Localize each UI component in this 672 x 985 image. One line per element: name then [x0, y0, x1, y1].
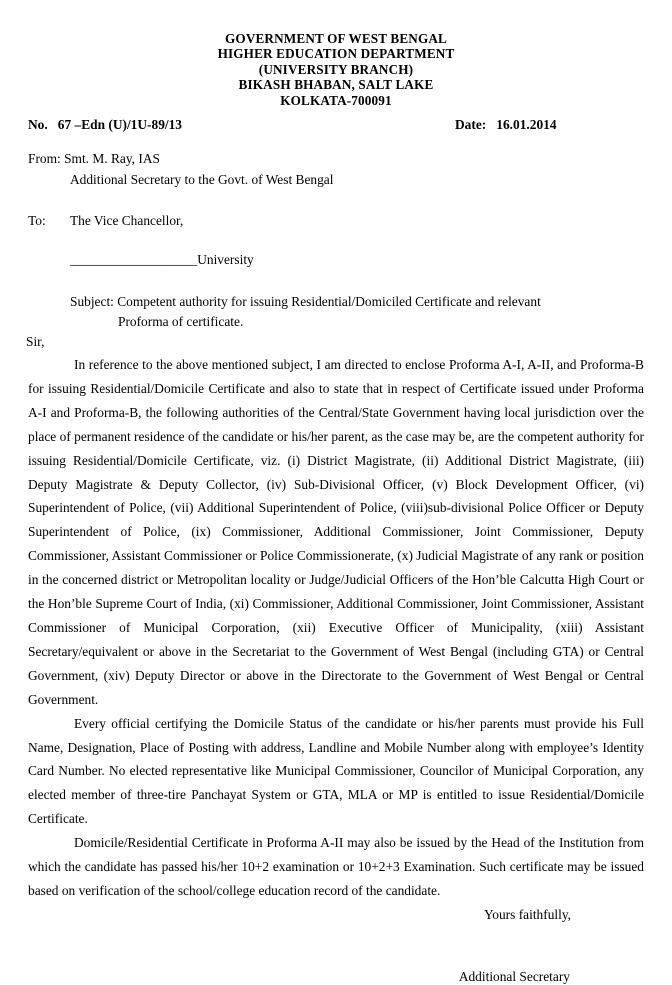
- valediction: Yours faithfully,: [483, 906, 571, 922]
- address-block: [0, 148, 672, 270]
- body-paragraph-2: Every official certifying the Domicile Status of the candidate or his/her parents must provide his Full Name, Designation, Place of Posting with address, Landline and Mobile Number along with employee’s Identity Card Number. No elected representative like Municipal Commissioner, Councilor of Municipal Corporation, any elected member of three-tire Panchayat System or GTA, MLA or MP is entitled to issue Residential/Domicile Certificate.: [28, 715, 644, 827]
- memo-date: Date: 16.01.2014: [455, 117, 557, 133]
- body-paragraph-1: In reference to the above mentioned subject, I am directed to enclose Proforma A-I, A-II, and Proforma-B for issuing Residential/Domicile Certificate and also to state that in respect of Certificate issued under Proforma A-I and Proforma-B, the following authorities of the Central/State Government having local jurisdiction over the place of permanent residence of the candidate or his/her parent, as the case may be, are the competent authority for issuing Residential/Domicile Certificate, viz. (i) District Magistrate, (ii) Additional District Magistrate, (iii) Deputy Magistrate & Deputy Collector, (iv) Sub-Divisional Officer, (v) Block Development Officer, (vi) Superintendent of Police, (vii) Additional Superintendent of Police, (viii)sub-divisional Police Officer or Deputy Superintendent of Police, (ix) Commissioner, Additional Commissioner, Joint Commissioner, Deputy Commissioner, Assistant Commissioner or Police Commissionerate, (x) Judicial Magistrate of any rank or position in the concerned district or Metropolitan locality or Judge/Judicial Officers of the Hon’ble Calcutta High Court or the Hon’ble Supreme Court of India, (xi) Commissioner, Additional Commissioner, Joint Commissioner, Assistant Commissioner of Municipal Corporation, (xii) Executive Officer of Municipality, (xiii) Assistant Secretary/equivalent or above in the Secretariat to the Government of West Bengal (including GTA) or Central Government, (xiv) Deputy Director or above in the Directorate to the Government of West Bengal or Central Government.: [28, 357, 644, 707]
- subject-block: [0, 292, 672, 332]
- letterhead-line-3: (UNIVERSITY BRANCH): [258, 61, 414, 77]
- letter-body: [0, 353, 672, 903]
- sender-name: From: Smt. M. Ray, IAS: [28, 151, 160, 167]
- subject-line-1: Subject: Competent authority for issuing Residential/Domiciled Certificate and relevant: [70, 294, 541, 310]
- signatory-designation: Additional Secretary: [458, 968, 570, 984]
- recipient-university-blank: ___________________University: [70, 252, 254, 268]
- body-paragraph-3: Domicile/Residential Certificate in Proforma A-II may also be issued by the Head of the Institution from which the candidate has passed his/her 10+2 examination or 10+2+3 Examination. Such certificate may be issued based on verification of the school/college education record of the candidate.: [28, 835, 644, 898]
- subject-line-2: Proforma of certificate.: [118, 314, 244, 330]
- recipient-name: The Vice Chancellor,: [70, 213, 184, 229]
- closing-block: [0, 907, 672, 985]
- reference-line: [0, 117, 672, 137]
- letterhead: [0, 0, 672, 108]
- letterhead-line-4: BIKASH BHABAN, SALT LAKE: [238, 77, 434, 93]
- letterhead-line-2: HIGHER EDUCATION DEPARTMENT: [217, 46, 455, 62]
- letterhead-line-5: KOLKATA-700091: [280, 92, 392, 108]
- letterhead-line-1: GOVERNMENT OF WEST BENGAL: [225, 31, 447, 46]
- recipient-row: [0, 210, 672, 231]
- to-label: To:: [28, 213, 46, 229]
- memo-number: No. 67 –Edn (U)/1U-89/13: [28, 117, 182, 133]
- sender-designation: Additional Secretary to the Govt. of West Bengal: [70, 172, 334, 188]
- salutation: Sir,: [26, 334, 45, 350]
